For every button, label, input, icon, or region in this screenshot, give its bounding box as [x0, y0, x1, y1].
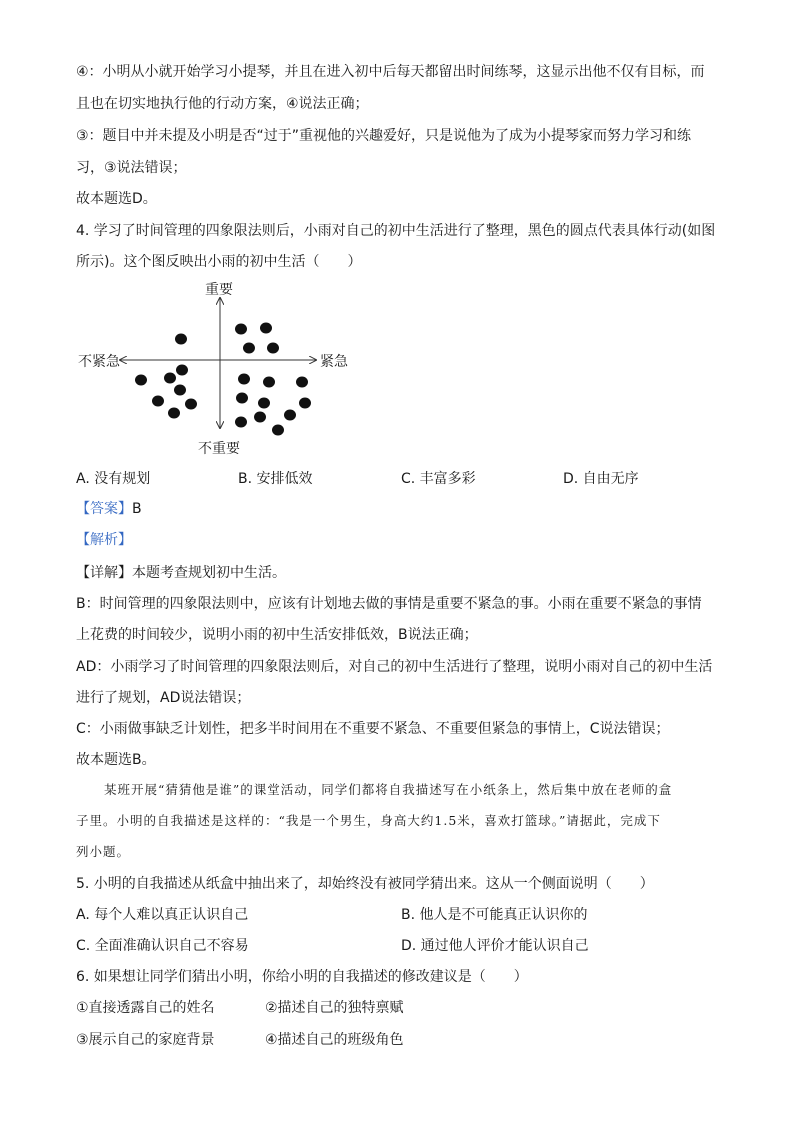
- action-dot: [168, 408, 180, 419]
- detail-line: AD：小雨学习了时间管理的四象限法则后，对自己的初中生活进行了整理，说明小雨对自己的初中生活: [76, 659, 713, 675]
- question-5-stem: 5. 小明的自我描述从纸盒中抽出来了，却始终没有被同学猜出来。这从一个侧面说明（ ）: [76, 876, 654, 892]
- option-b: B. 他人是不可能真正认识你的: [401, 907, 588, 923]
- action-dot: [135, 375, 147, 386]
- option-c: C. 丰富多彩: [401, 471, 476, 487]
- answer-value: B: [132, 501, 142, 517]
- option-c: C. 全面准确认识自己不容易: [76, 938, 249, 954]
- action-dot: [258, 398, 270, 409]
- passage-line: 某班开展“猜猜他是谁”的课堂活动，同学们都将自我描述写在小纸条上，然后集中放在老师的盒: [104, 782, 673, 797]
- question-4-stem-cont: 所示)。这个图反映出小雨的初中生活（ ）: [76, 254, 362, 270]
- detail-line: 进行了规划，AD说法错误；: [76, 690, 251, 706]
- choice-item: ③展示自己的家庭背景: [76, 1032, 215, 1048]
- passage-line: 列小题。: [76, 844, 131, 859]
- detail-line: 故本题选B。: [76, 752, 156, 768]
- analysis-tag: 【解析】: [76, 532, 132, 548]
- choice-item: ①直接透露自己的姓名: [76, 1000, 215, 1016]
- question-4-stem: 4. 学习了时间管理的四象限法则后，小雨对自己的初中生活进行了整理，黑色的圆点代表具体行动(如图: [76, 223, 716, 239]
- option-b: B. 安排低效: [238, 471, 313, 487]
- passage-line: 子里。小明的自我描述是这样的：“我是一个男生，身高大约1.5米，喜欢打篮球。”请据此，完成下: [76, 813, 661, 828]
- text-line: 习，③说法错误；: [76, 160, 187, 176]
- question-6-stem: 6. 如果想让同学们猜出小明，你给小明的自我描述的修改建议是（ ）: [76, 969, 528, 985]
- action-dot: [185, 399, 197, 410]
- action-dot: [243, 343, 255, 354]
- action-dot: [174, 385, 186, 396]
- option-d: D. 通过他人评价才能认识自己: [401, 938, 589, 954]
- action-dot: [272, 425, 284, 436]
- answer-tag: 【答案】: [76, 501, 132, 517]
- axis-label-urgent: 紧急: [320, 354, 348, 370]
- text-line: ④：小明从小就开始学习小提琴，并且在进入初中后每天都留出时间练琴，这显示出他不仅有目标，而: [76, 64, 705, 80]
- choice-item: ④描述自己的班级角色: [265, 1032, 404, 1048]
- text-line: 且也在切实地执行他的行动方案，④说法正确；: [76, 96, 369, 112]
- action-dot: [238, 374, 250, 385]
- axis-label-not-urgent: 不紧急: [78, 354, 120, 370]
- option-d: D. 自由无序: [563, 471, 639, 487]
- action-dots: [135, 323, 311, 436]
- action-dot: [152, 396, 164, 407]
- action-dot: [263, 377, 275, 388]
- action-dot: [164, 373, 176, 384]
- detail-line: 【详解】本题考查规划初中生活。: [76, 565, 286, 581]
- action-dot: [284, 410, 296, 421]
- axis-label-important: 重要: [205, 282, 233, 298]
- axis-label-not-important: 不重要: [198, 441, 240, 457]
- quadrant-diagram: [72, 278, 372, 458]
- detail-line: 上花费的时间较少，说明小雨的初中生活安排低效，B说法正确；: [76, 627, 478, 643]
- action-dot: [176, 365, 188, 376]
- choice-item: ②描述自己的独特禀赋: [265, 1000, 404, 1016]
- action-dot: [267, 343, 279, 354]
- option-a: A. 每个人难以真正认识自己: [76, 907, 249, 923]
- answer-line: [76, 499, 142, 519]
- action-dot: [175, 334, 187, 345]
- text-line: 故本题选D。: [76, 191, 157, 207]
- option-a: A. 没有规划: [76, 471, 151, 487]
- action-dot: [296, 377, 308, 388]
- action-dot: [260, 323, 272, 334]
- detail-line: B：时间管理的四象限法则中，应该有计划地去做的事情是重要不紧急的事。小雨在重要不紧急的事情: [76, 596, 702, 612]
- action-dot: [236, 393, 248, 404]
- text-line: ③：题目中并未提及小明是否“过于”重视他的兴趣爱好，只是说他为了成为小提琴家而努力学习和练: [76, 128, 692, 144]
- action-dot: [254, 412, 266, 423]
- action-dot: [235, 324, 247, 335]
- action-dot: [299, 398, 311, 409]
- detail-line: C：小雨做事缺乏计划性，把多半时间用在不重要不紧急、不重要但紧急的事情上，C说法错误；: [76, 721, 670, 737]
- action-dot: [235, 417, 247, 428]
